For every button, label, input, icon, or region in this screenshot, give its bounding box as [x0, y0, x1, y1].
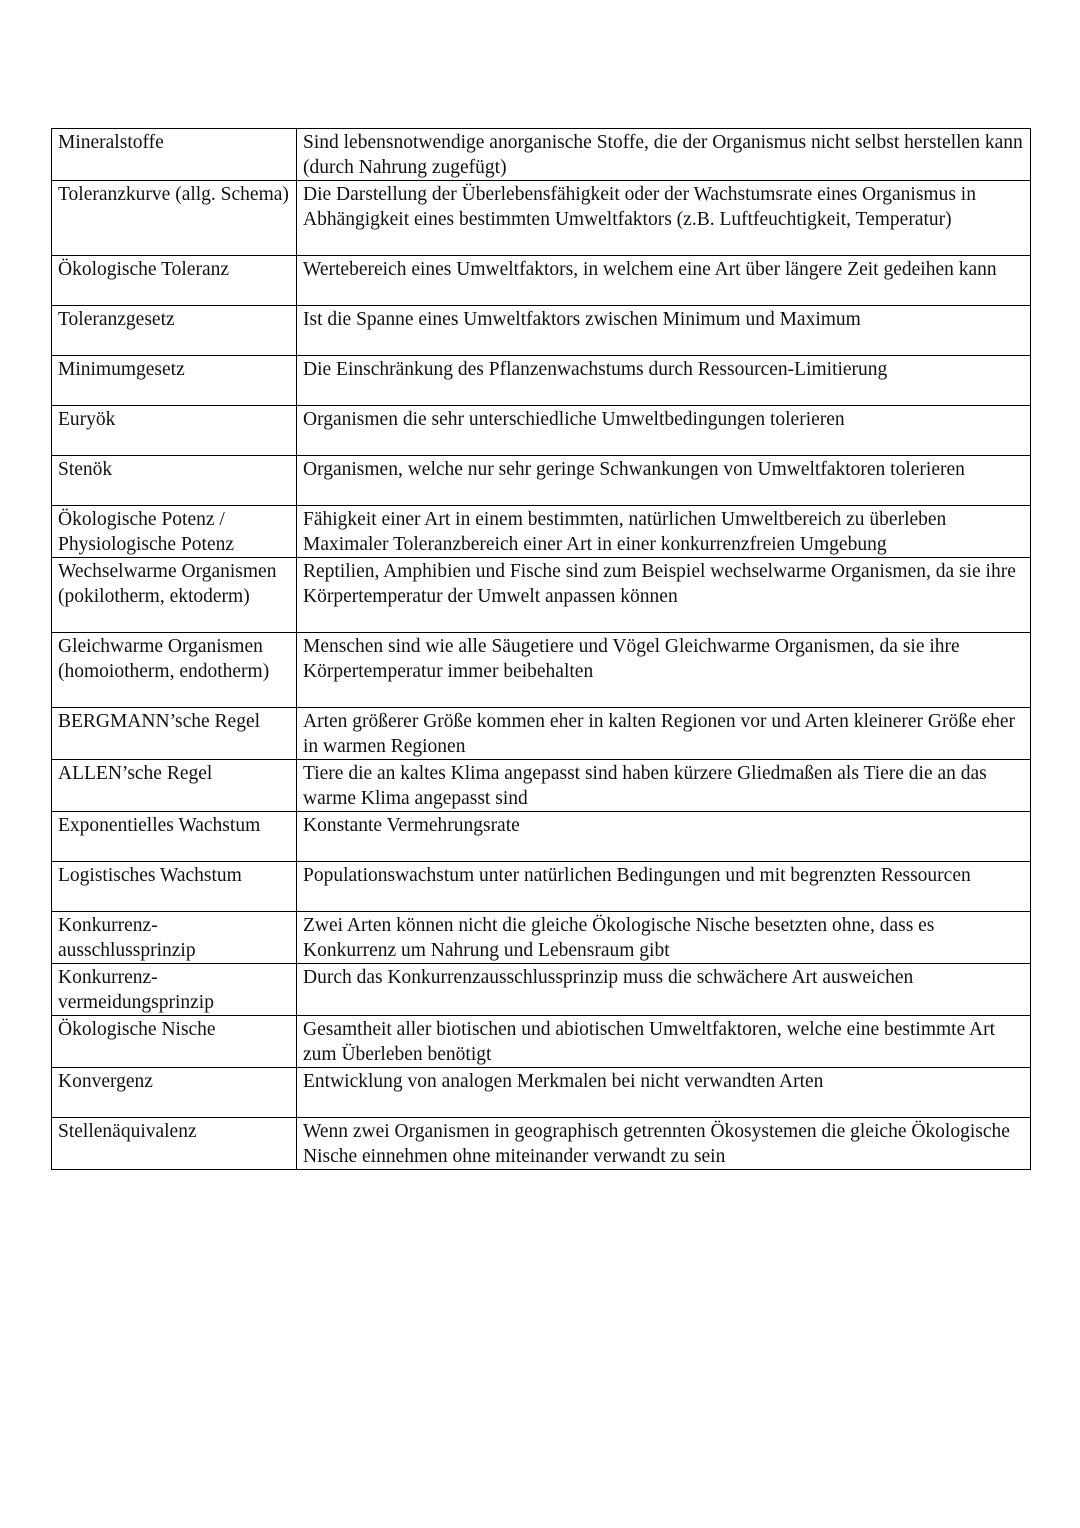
definition-cell: Organismen, welche nur sehr geringe Schwankungen von Umweltfaktoren tolerieren — [297, 456, 1031, 506]
table-row — [52, 1118, 1031, 1170]
term-cell: Exponentielles Wachstum — [52, 812, 297, 862]
glossary-table — [51, 128, 1031, 1170]
term-cell: Gleichwarme Organismen (homoiotherm, endotherm) — [52, 633, 297, 708]
term-cell: Ökologische Nische — [52, 1016, 297, 1068]
term-cell: Konkurrenz-vermeidungsprinzip — [52, 964, 297, 1016]
term-cell: Stellenäquivalenz — [52, 1118, 297, 1170]
table-row — [52, 558, 1031, 633]
table-row — [52, 912, 1031, 964]
term-cell: Wechselwarme Organismen (pokilotherm, ektoderm) — [52, 558, 297, 633]
definition-cell: Die Darstellung der Überlebensfähigkeit oder der Wachstumsrate eines Organismus in Abhängigkeit eines bestimmten Umweltfaktors (z.B. Luftfeuchtigkeit, Temperatur) — [297, 181, 1031, 256]
definition-cell: Populationswachstum unter natürlichen Bedingungen und mit begrenzten Ressourcen — [297, 862, 1031, 912]
term-cell: BERGMANN’sche Regel — [52, 708, 297, 760]
definition-cell: Fähigkeit einer Art in einem bestimmten, natürlichen Umweltbereich zu überleben Maximaler Toleranzbereich einer Art in einer konkurrenzfreien Umgebung — [297, 506, 1031, 558]
term-cell: Ökologische Potenz / Physiologische Potenz — [52, 506, 297, 558]
definition-cell: Organismen die sehr unterschiedliche Umweltbedingungen tolerieren — [297, 406, 1031, 456]
table-row — [52, 129, 1031, 181]
definition-cell: Sind lebensnotwendige anorganische Stoffe, die der Organismus nicht selbst herstellen kann (durch Nahrung zugefügt) — [297, 129, 1031, 181]
definition-cell: Durch das Konkurrenzausschlussprinzip muss die schwächere Art ausweichen — [297, 964, 1031, 1016]
table-row — [52, 181, 1031, 256]
term-cell: Konvergenz — [52, 1068, 297, 1118]
table-row — [52, 812, 1031, 862]
term-cell: ALLEN’sche Regel — [52, 760, 297, 812]
definition-cell: Entwicklung von analogen Merkmalen bei nicht verwandten Arten — [297, 1068, 1031, 1118]
table-row — [52, 306, 1031, 356]
table-row — [52, 1068, 1031, 1118]
table-row — [52, 456, 1031, 506]
definition-cell: Die Einschränkung des Pflanzenwachstums durch Ressourcen-Limitierung — [297, 356, 1031, 406]
definition-cell: Zwei Arten können nicht die gleiche Ökologische Nische besetzten ohne, dass es Konkurrenz um Nahrung und Lebensraum gibt — [297, 912, 1031, 964]
definition-cell: Ist die Spanne eines Umweltfaktors zwischen Minimum und Maximum — [297, 306, 1031, 356]
term-cell: Euryök — [52, 406, 297, 456]
term-cell: Logistisches Wachstum — [52, 862, 297, 912]
definition-cell: Arten größerer Größe kommen eher in kalten Regionen vor und Arten kleinerer Größe eher in warmen Regionen — [297, 708, 1031, 760]
term-cell: Ökologische Toleranz — [52, 256, 297, 306]
term-cell: Toleranzkurve (allg. Schema) — [52, 181, 297, 256]
definition-cell: Konstante Vermehrungsrate — [297, 812, 1031, 862]
term-cell: Mineralstoffe — [52, 129, 297, 181]
definition-cell: Tiere die an kaltes Klima angepasst sind haben kürzere Gliedmaßen als Tiere die an das warme Klima angepasst sind — [297, 760, 1031, 812]
definition-cell: Wertebereich eines Umweltfaktors, in welchem eine Art über längere Zeit gedeihen kann — [297, 256, 1031, 306]
table-row — [52, 1016, 1031, 1068]
definition-cell: Menschen sind wie alle Säugetiere und Vögel Gleichwarme Organismen, da sie ihre Körpertemperatur immer beibehalten — [297, 633, 1031, 708]
table-row — [52, 760, 1031, 812]
table-row — [52, 964, 1031, 1016]
term-cell: Toleranzgesetz — [52, 306, 297, 356]
definition-cell: Gesamtheit aller biotischen und abiotischen Umweltfaktoren, welche eine bestimmte Art zum Überleben benötigt — [297, 1016, 1031, 1068]
table-row — [52, 506, 1031, 558]
term-cell: Minimumgesetz — [52, 356, 297, 406]
term-cell: Konkurrenz-ausschlussprinzip — [52, 912, 297, 964]
table-row — [52, 256, 1031, 306]
table-row — [52, 406, 1031, 456]
definition-cell: Wenn zwei Organismen in geographisch getrennten Ökosystemen die gleiche Ökologische Nische einnehmen ohne miteinander verwandt zu sein — [297, 1118, 1031, 1170]
term-cell: Stenök — [52, 456, 297, 506]
table-row — [52, 633, 1031, 708]
table-row — [52, 356, 1031, 406]
table-row — [52, 862, 1031, 912]
table-row — [52, 708, 1031, 760]
definition-cell: Reptilien, Amphibien und Fische sind zum Beispiel wechselwarme Organismen, da sie ihre Körpertemperatur der Umwelt anpassen können — [297, 558, 1031, 633]
